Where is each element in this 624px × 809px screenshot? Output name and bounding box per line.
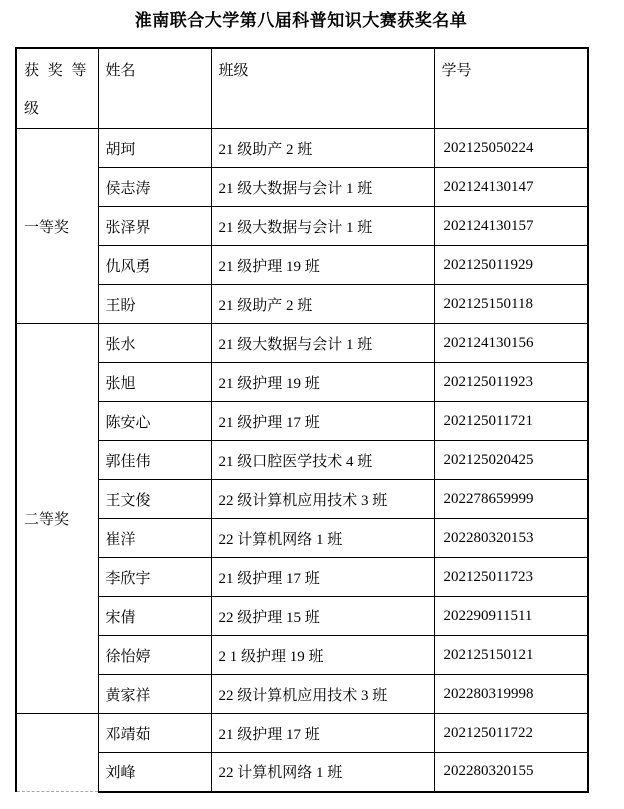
name-cell: 崔洋 bbox=[98, 519, 211, 558]
name-cell: 黄家祥 bbox=[98, 675, 211, 714]
student-id-cell: 202124130147 bbox=[434, 168, 588, 207]
student-id-cell: 202125011723 bbox=[434, 558, 588, 597]
name-cell: 侯志涛 bbox=[98, 168, 211, 207]
table-row bbox=[16, 246, 588, 285]
class-cell: 22 级计算机应用技术 3 班 bbox=[211, 480, 434, 519]
student-id-cell: 202125150121 bbox=[434, 636, 588, 675]
name-cell: 张旭 bbox=[98, 363, 211, 402]
table-row bbox=[16, 168, 588, 207]
student-id-cell: 202125011721 bbox=[434, 402, 588, 441]
class-cell: 21 级助产 2 班 bbox=[211, 285, 434, 324]
award-level-cell: 一等奖 bbox=[16, 129, 98, 324]
name-cell: 张水 bbox=[98, 324, 211, 363]
table-row bbox=[16, 363, 588, 402]
class-cell: 21 级大数据与会计 1 班 bbox=[211, 207, 434, 246]
student-id-cell: 202125011722 bbox=[434, 714, 588, 753]
student-id-cell: 202125011923 bbox=[434, 363, 588, 402]
header-student-id: 学号 bbox=[434, 48, 588, 129]
table-row bbox=[16, 675, 588, 714]
student-id-cell: 202125020425 bbox=[434, 441, 588, 480]
header-name: 姓名 bbox=[98, 48, 211, 129]
class-cell: 21 级护理 17 班 bbox=[211, 402, 434, 441]
table-row bbox=[16, 129, 588, 168]
name-cell: 邓靖茹 bbox=[98, 714, 211, 753]
name-cell: 王文俊 bbox=[98, 480, 211, 519]
student-id-cell: 202124130157 bbox=[434, 207, 588, 246]
table-row bbox=[16, 480, 588, 519]
student-id-cell: 202280320155 bbox=[434, 753, 588, 792]
table-row bbox=[16, 402, 588, 441]
table-row bbox=[16, 714, 588, 753]
table-row bbox=[16, 519, 588, 558]
class-cell: 21 级助产 2 班 bbox=[211, 129, 434, 168]
student-id-cell: 202280319998 bbox=[434, 675, 588, 714]
header-award-level bbox=[16, 48, 98, 129]
table-row bbox=[16, 441, 588, 480]
class-cell: 22 计算机网络 1 班 bbox=[211, 753, 434, 792]
header-award-level-line2: 级 bbox=[24, 101, 40, 117]
name-cell: 胡珂 bbox=[98, 129, 211, 168]
class-cell: 21 级护理 19 班 bbox=[211, 363, 434, 402]
header-class: 班级 bbox=[211, 48, 434, 129]
name-cell: 仇风勇 bbox=[98, 246, 211, 285]
name-cell: 刘峰 bbox=[98, 753, 211, 792]
class-cell: 21 级护理 19 班 bbox=[211, 246, 434, 285]
award-table bbox=[15, 47, 589, 793]
class-cell: 22 计算机网络 1 班 bbox=[211, 519, 434, 558]
class-cell: 22 级护理 15 班 bbox=[211, 597, 434, 636]
name-cell: 宋倩 bbox=[98, 597, 211, 636]
student-id-cell: 202278659999 bbox=[434, 480, 588, 519]
table-row bbox=[16, 558, 588, 597]
table-row bbox=[16, 285, 588, 324]
student-id-cell: 202125050224 bbox=[434, 129, 588, 168]
name-cell: 李欣宇 bbox=[98, 558, 211, 597]
class-cell: 22 级计算机应用技术 3 班 bbox=[211, 675, 434, 714]
name-cell: 郭佳伟 bbox=[98, 441, 211, 480]
class-cell: 2 1 级护理 19 班 bbox=[211, 636, 434, 675]
name-cell: 徐怡婷 bbox=[98, 636, 211, 675]
class-cell: 21 级大数据与会计 1 班 bbox=[211, 168, 434, 207]
table-row bbox=[16, 324, 588, 363]
name-cell: 张泽界 bbox=[98, 207, 211, 246]
student-id-cell: 202125011929 bbox=[434, 246, 588, 285]
award-level-cell bbox=[16, 714, 98, 792]
header-award-level-line1: 获 奖 等 bbox=[24, 63, 87, 79]
student-id-cell: 202124130156 bbox=[434, 324, 588, 363]
table-row bbox=[16, 753, 588, 792]
student-id-cell: 202280320153 bbox=[434, 519, 588, 558]
student-id-cell: 202290911511 bbox=[434, 597, 588, 636]
name-cell: 陈安心 bbox=[98, 402, 211, 441]
class-cell: 21 级护理 17 班 bbox=[211, 558, 434, 597]
document-title: 淮南联合大学第八届科普知识大赛获奖名单 bbox=[134, 11, 468, 30]
class-cell: 21 级口腔医学技术 4 班 bbox=[211, 441, 434, 480]
table-row bbox=[16, 597, 588, 636]
table-row bbox=[16, 636, 588, 675]
class-cell: 21 级大数据与会计 1 班 bbox=[211, 324, 434, 363]
class-cell: 21 级护理 17 班 bbox=[211, 714, 434, 753]
name-cell: 王盼 bbox=[98, 285, 211, 324]
award-level-cell: 二等奖 bbox=[16, 324, 98, 714]
student-id-cell: 202125150118 bbox=[434, 285, 588, 324]
table-row bbox=[16, 207, 588, 246]
header-row bbox=[16, 48, 588, 129]
